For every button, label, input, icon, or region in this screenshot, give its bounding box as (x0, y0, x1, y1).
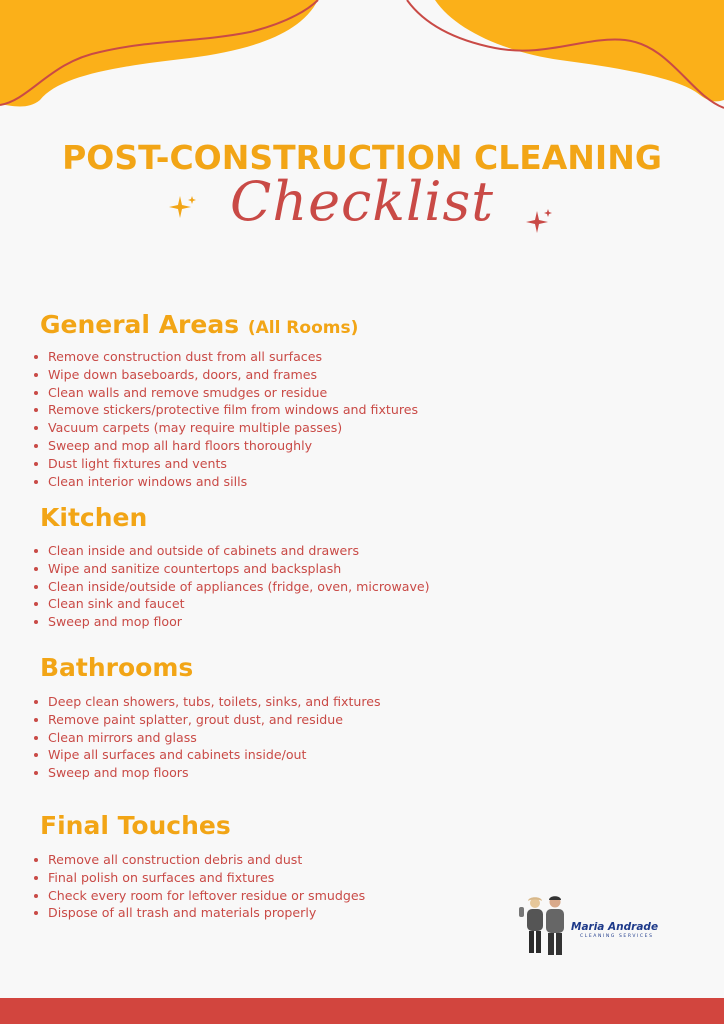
list-item: Deep clean showers, tubs, toilets, sinks, and fixtures (30, 693, 381, 711)
sparkle-icon (168, 194, 198, 222)
list-item: Clean inside/outside of appliances (fridge, oven, microwave) (30, 578, 430, 596)
bathrooms-list (30, 693, 381, 782)
logo-tagline: CLEANING SERVICES (580, 934, 654, 939)
page-title: POST-CONSTRUCTION CLEANING (62, 138, 662, 177)
list-item: Wipe and sanitize countertops and backsplash (30, 560, 430, 578)
section-title-general-areas: General Areas (All Rooms) (40, 310, 359, 339)
list-item: Sweep and mop all hard floors thoroughly (30, 437, 418, 455)
list-item: Remove construction dust from all surfaces (30, 348, 418, 366)
header-decoration (0, 0, 724, 130)
list-item: Remove stickers/protective film from windows and fixtures (30, 401, 418, 419)
list-item: Wipe down baseboards, doors, and frames (30, 366, 418, 384)
section-title-kitchen: Kitchen (40, 503, 148, 532)
list-item: Clean mirrors and glass (30, 729, 381, 747)
list-item: Vacuum carpets (may require multiple passes) (30, 419, 418, 437)
list-item: Dispose of all trash and materials properly (30, 904, 365, 922)
final-touches-list (30, 851, 365, 922)
list-item: Sweep and mop floors (30, 764, 381, 782)
kitchen-list (30, 542, 430, 631)
list-item: Remove paint splatter, grout dust, and residue (30, 711, 381, 729)
page-subtitle: Checklist (230, 170, 494, 233)
list-item: Remove all construction debris and dust (30, 851, 365, 869)
sparkle-icon (524, 207, 554, 237)
list-item: Sweep and mop floor (30, 613, 430, 631)
section-title-bathrooms: Bathrooms (40, 653, 194, 682)
list-item: Final polish on surfaces and fixtures (30, 869, 365, 887)
general-areas-list (30, 348, 418, 490)
section-title-final-touches: Final Touches (40, 811, 231, 840)
list-item: Check every room for leftover residue or smudges (30, 887, 365, 905)
list-item: Clean walls and remove smudges or residue (30, 384, 418, 402)
list-item: Clean inside and outside of cabinets and drawers (30, 542, 430, 560)
list-item: Clean interior windows and sills (30, 473, 418, 491)
list-item: Clean sink and faucet (30, 595, 430, 613)
footer-bar (0, 998, 724, 1024)
logo-name: Maria Andrade (571, 921, 659, 933)
list-item: Wipe all surfaces and cabinets inside/out (30, 746, 381, 764)
section-note: (All Rooms) (247, 318, 359, 338)
list-item: Dust light fixtures and vents (30, 455, 418, 473)
